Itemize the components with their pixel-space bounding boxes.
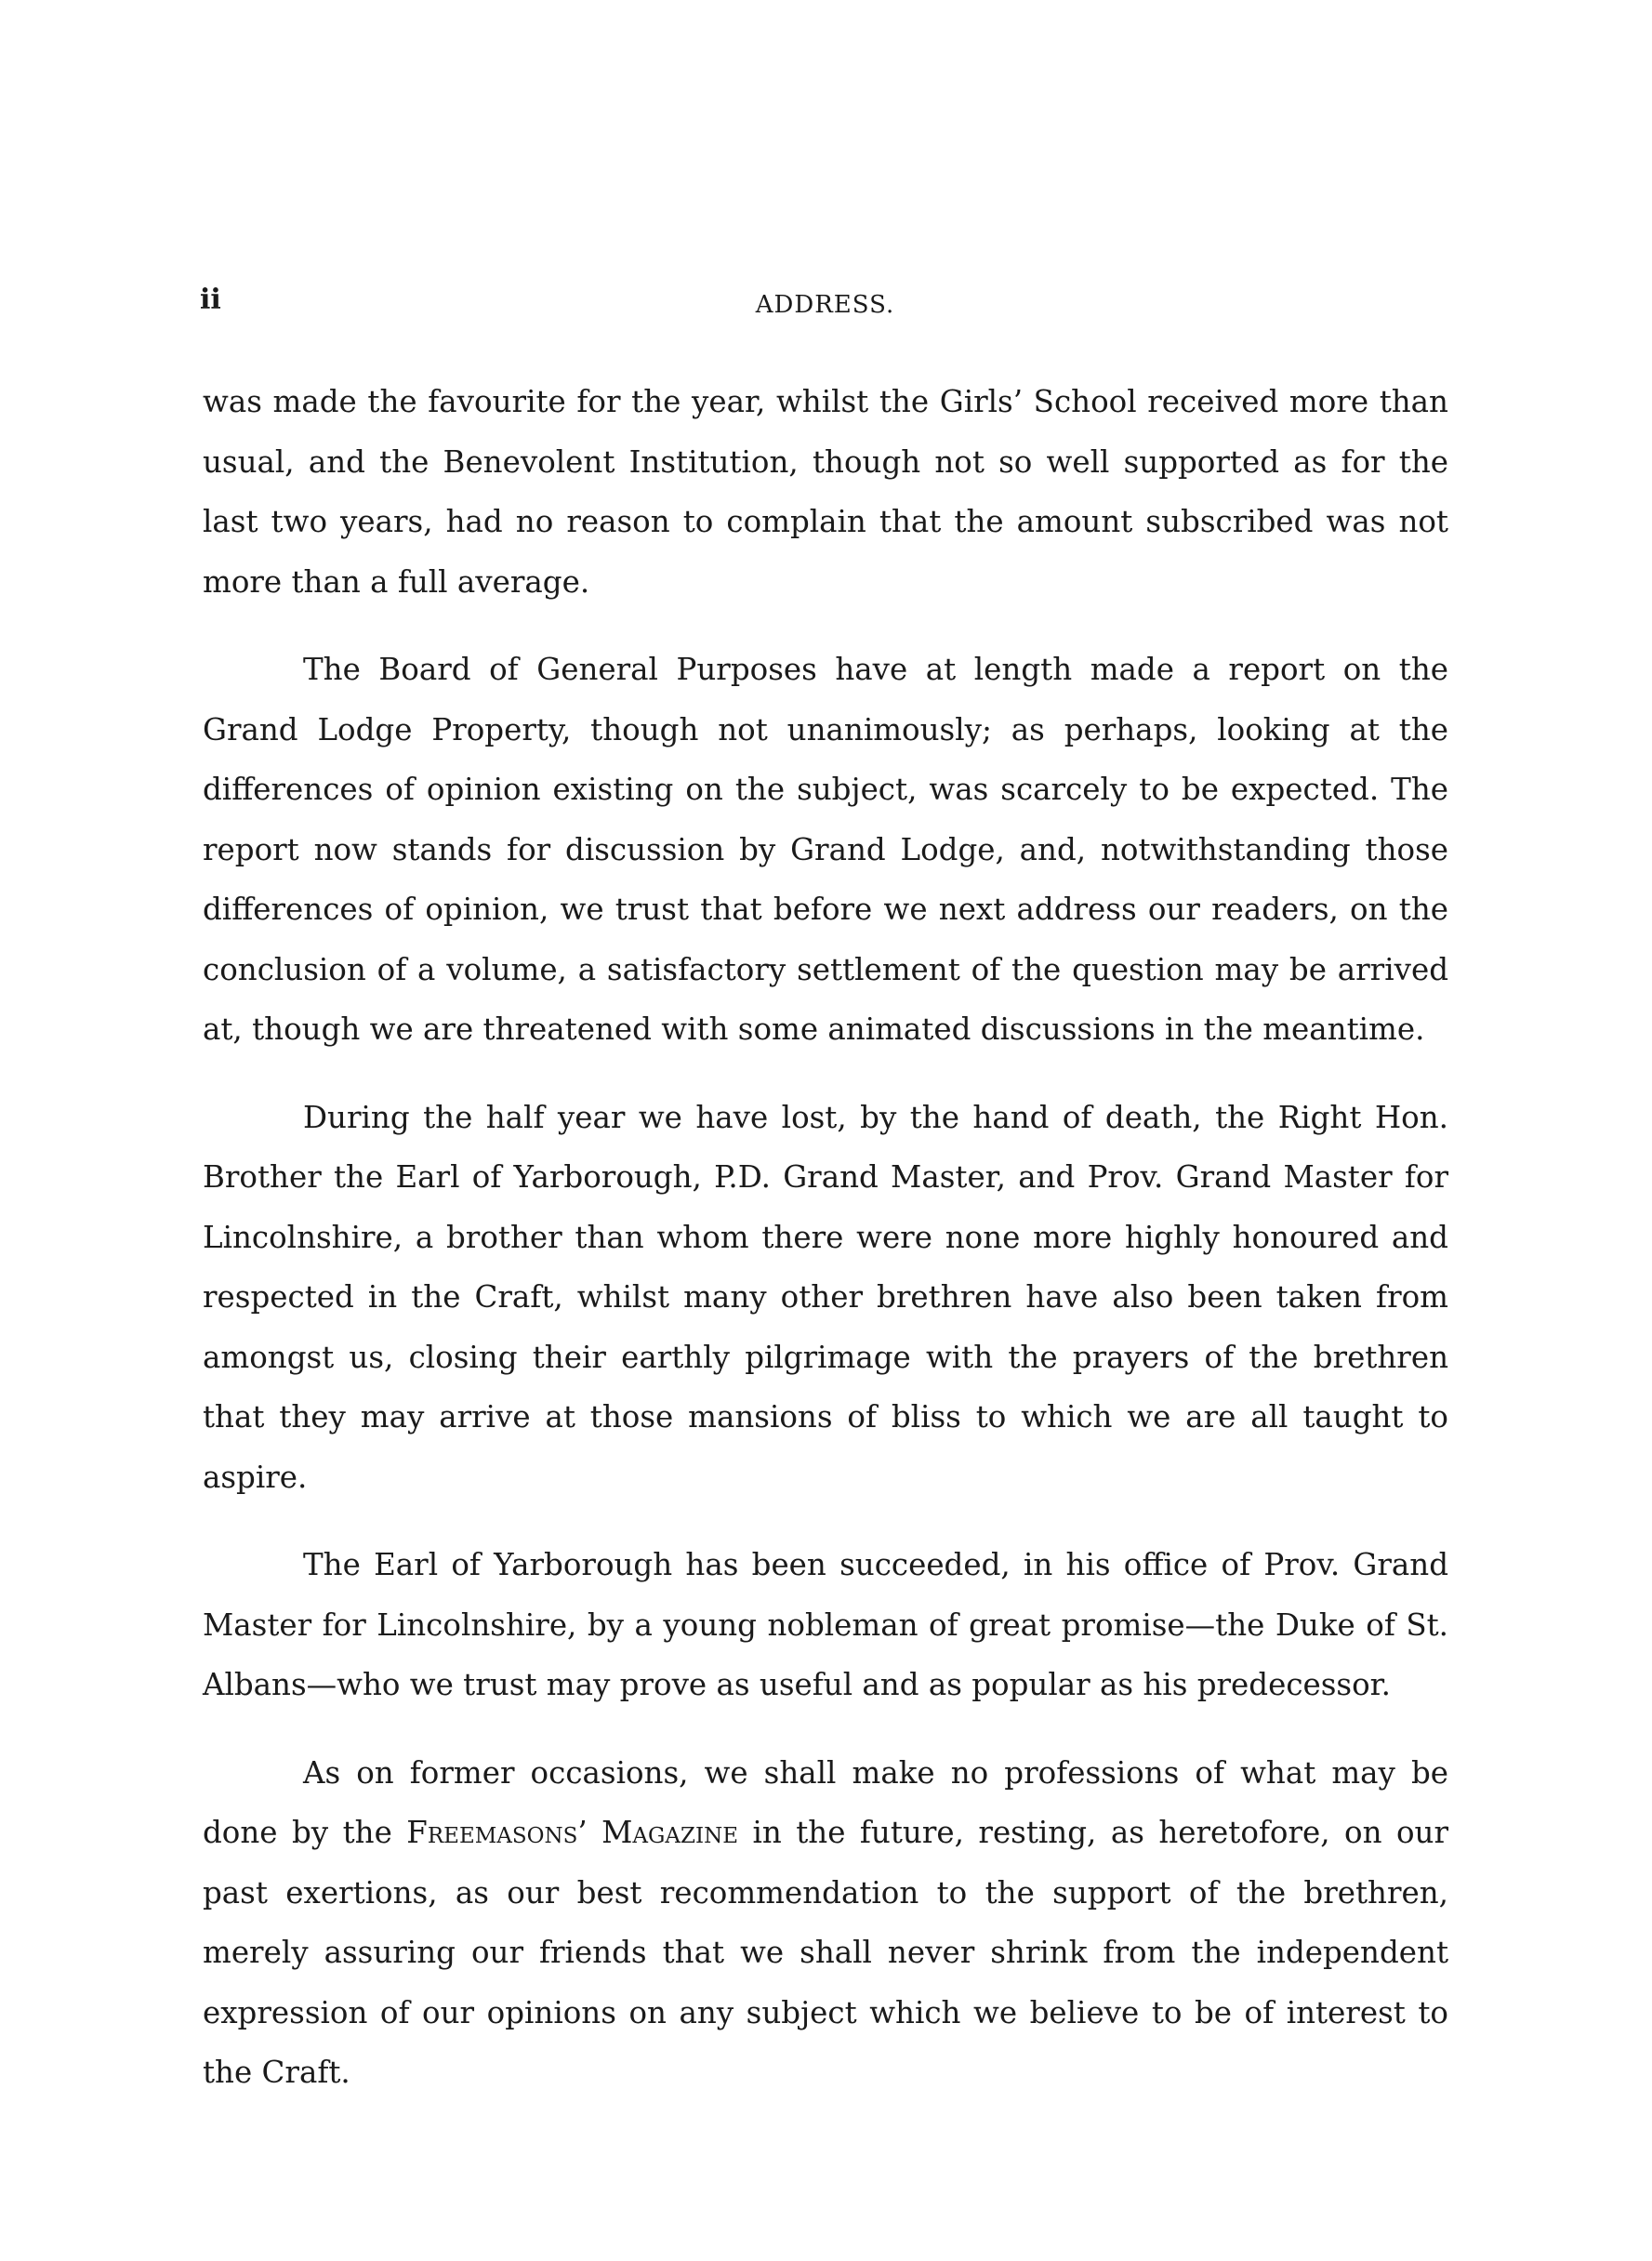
body-text [203, 372, 1448, 2131]
page-header [200, 284, 1450, 339]
running-head: ADDRESS. [755, 291, 895, 319]
paragraph-4: The Earl of Yarborough has been succeeded, in his office of Prov. Grand Master for Lincolnshire, by a young nobleman of great promise—the Duke of St. Albans—who we trust may prove as useful and as popular as his predecessor. [203, 1547, 1448, 1702]
paragraph-5 [203, 1743, 1448, 2103]
paragraph-3: During the half year we have lost, by the hand of death, the Right Hon. Brother the Earl of Yarborough, P.D. Grand Master, and Prov. Grand Master for Lincolnshire, a brother than whom there were none more highly honoured and respected in the Craft, whilst many other brethren have also been taken from amongst us, closing their earthly pilgrimage with the prayers of the brethren that they may arrive at those mansions of bliss to which we are all taught to aspire. [203, 1099, 1448, 1495]
paragraph-1: was made the favourite for the year, whilst the Girls’ School received more than usual, and the Benevolent Institution, though not so well supported as for the last two years, had no reason to complain that the amount subscribed was not more than a full average. [203, 384, 1448, 600]
paragraph-5-text-before: As on former occasions, we shall make no professions of what may be done by the [203, 1754, 1448, 1850]
paragraph-5-text-after: in the future, resting, as heretofore, on our past exertions, as our best recommendation to the support of the brethren, merely assuring our friends that we shall never shrink from the independent expression of our opinions on any subject which we believe to be of interest to the Craft. [203, 1815, 1449, 2090]
magazine-title: Freemasons’ Magazine [406, 1815, 739, 1850]
paragraph-2: The Board of General Purposes have at length made a report on the Grand Lodge Property, though not unanimously; as perhaps, looking at the differences of opinion existing on the subject, was scarcely to be expected. The report now stands for discussion by Grand Lodge, and, notwithstanding those differences of opinion, we trust that before we next address our readers, on the conclusion of a volume, a satisfactory settlement of the question may be arrived at, though we are threatened with some animated discussions in the meantime. [203, 652, 1448, 1047]
page-number: ii [200, 284, 221, 316]
